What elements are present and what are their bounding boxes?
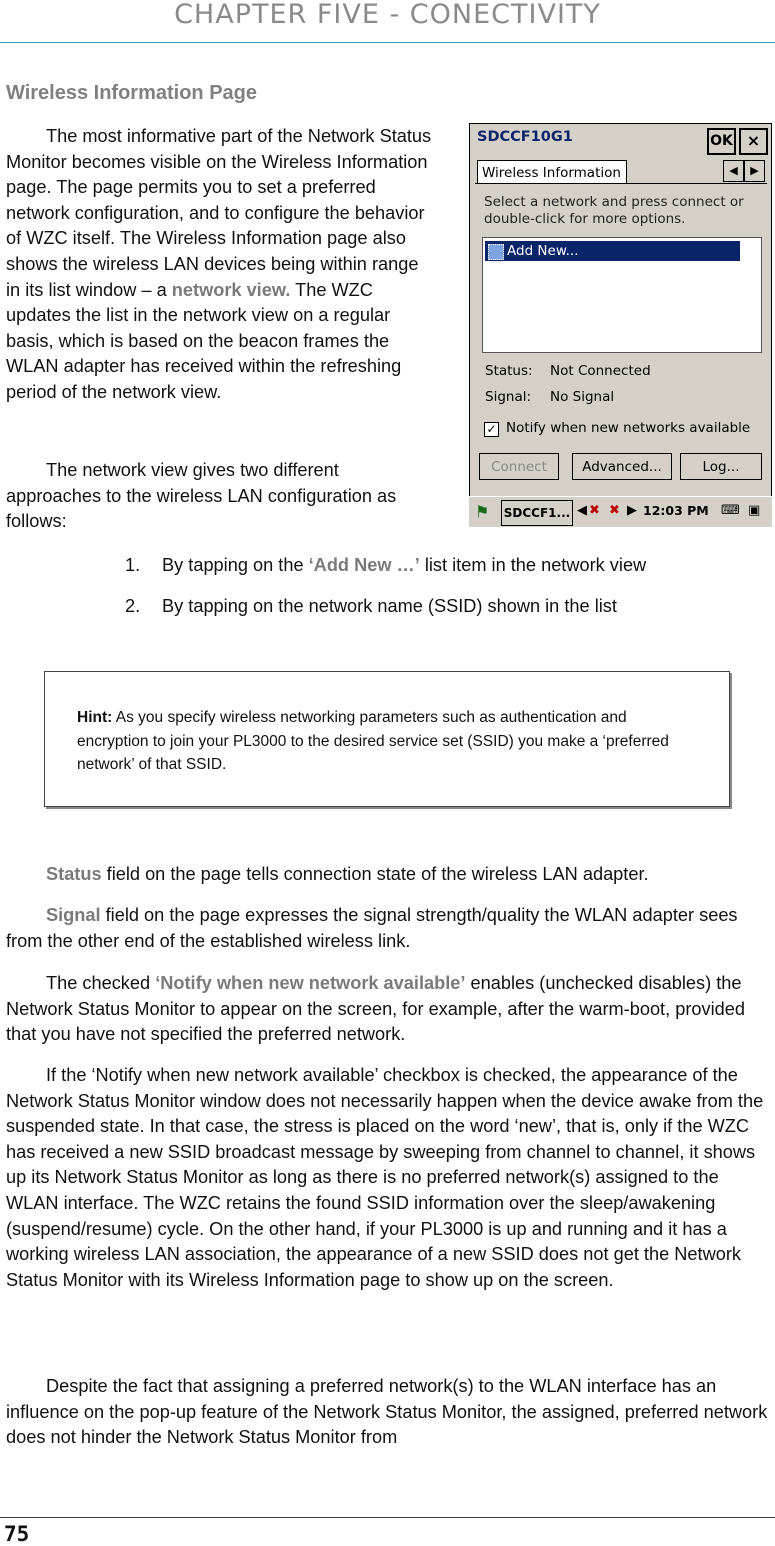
ok-button[interactable]: OK [707,128,736,155]
notify-checkbox-label: Notify when new networks available [506,420,751,436]
network-list[interactable] [482,237,762,353]
status-label: Status: [485,363,533,379]
network-status-icon[interactable]: ✖ [589,503,600,518]
footer-divider [0,1517,775,1518]
hint-box [44,671,730,807]
approach-item-2: 2. By tapping on the network name (SSID) shown in the list [125,596,617,616]
taskbar-left-arrow-icon[interactable]: ◀ [577,503,587,518]
hint-text: Hint: As you specify wireless networking parameters such as authentication and encryption to join your PL3000 to the desired service set (SSID) you make a ‘preferred network’ of that SSID. [77,709,669,773]
hint-label: Hint: [77,709,113,726]
instruction-text: Select a network and press connect or double-click for more options. [484,194,744,227]
advanced-button[interactable]: Advanced... [572,453,672,480]
checkbox-paragraph: If the ‘Notify when new network available’ checkbox is checked, the appearance of the Network Status Monitor window does not necessarily happen when the device awake from the suspended state. In that case, the stress is placed on the word ‘new’, that is, only if the WZC has received a new SSID broadcast message by sweeping from channel to channel, it shows up its Network Status Monitor as long as there is no preferred network(s) assigned to the WLAN interface. The WZC retains the found SSID information over the sleep/awakening (suspend/resume) cycle. On the other hand, if your PL3000 is up and running and it has a working wireless LAN association, the appearance of a new SSID does not get the Network Status Monitor with its Wireless Information page to show up on the screen. [6,1065,764,1290]
notify-paragraph: The checked ‘Notify when new network available’ enables (unchecked disables) the Network Status Monitor to appear on the screen, for example, after the warm-boot, provided that you have not specified the preferred network. [6,973,745,1045]
chapter-header: CHAPTER FIVE - CONECTIVITY [174,0,601,30]
tab-scroll-arrows [723,160,767,182]
preferred-network-paragraph: Despite the fact that assigning a preferred network(s) to the WLAN interface has an influence on the pop-up feature of the Network Status Monitor, the assigned, preferred network does not hinder the Network Status Monitor from [6,1376,768,1448]
signal-value: No Signal [550,389,615,405]
approach-number: 2. [125,596,141,616]
tab-wireless-information[interactable]: Wireless Information [477,160,627,184]
taskbar [469,496,772,527]
approach-item-1: 1. By tapping on the ‘Add New …’ list item in the network view [125,555,647,575]
desktop-icon[interactable]: ▣ [748,503,761,518]
intro-paragraph-2: The network view gives two different approaches to the wireless LAN configuration as follows: [6,460,397,532]
add-new-list-item[interactable]: Add New... [485,241,740,261]
signal-paragraph: Signal field on the page expresses the signal strength/quality the WLAN adapter sees from the other end of the established wireless link. [6,905,738,951]
keyword-status: Status [46,864,102,884]
signal-label: Signal: [485,389,532,405]
header-divider [0,42,775,43]
start-flag-icon[interactable]: ⚑ [475,502,490,521]
network-icon [488,244,504,260]
taskbar-right-arrow-icon[interactable]: ▶ [627,503,637,518]
approach-number: 1. [125,555,141,575]
notify-checkbox[interactable]: ✓ [484,422,499,437]
close-button[interactable]: × [739,128,768,155]
tab-right-arrow-icon[interactable]: ▶ [744,160,765,182]
connect-button[interactable]: Connect [479,453,559,480]
keyword-add-new: ‘Add New …’ [308,555,420,575]
keyword-notify: ‘Notify when new network available’ [155,973,466,993]
status-paragraph: Status field on the page tells connection state of the wireless LAN adapter. [46,864,649,884]
page-number: 75 [4,1522,30,1546]
wireless-status-icon[interactable]: ✖ [609,503,620,518]
keyword-signal: Signal [46,905,101,925]
tab-left-arrow-icon[interactable]: ◀ [723,160,744,182]
device-window-title: SDCCF10G1 [477,129,573,145]
device-screenshot [469,123,772,526]
taskbar-clock: 12:03 PM [643,503,709,518]
status-value: Not Connected [550,363,651,379]
taskbar-task-button[interactable]: SDCCF1... [501,500,573,526]
keyword-network-view: network view. [171,279,291,300]
keyboard-icon[interactable]: ⌨ [721,503,740,518]
section-title: Wireless Information Page [6,82,257,104]
log-button[interactable]: Log... [680,453,762,480]
intro-paragraph-1: The most informative part of the Network Status Monitor becomes visible on the Wireless Information page. The page permits you to set a preferred network configuration, and to configure the behavior of WZC itself. The Wireless Information page also shows the wireless LAN devices being within range in its list window – a network view. The WZC updates the list in the network view on a regular basis, which is based on the beacon frames the WLAN adapter has received within the refreshing period of the network view. [6,126,432,402]
